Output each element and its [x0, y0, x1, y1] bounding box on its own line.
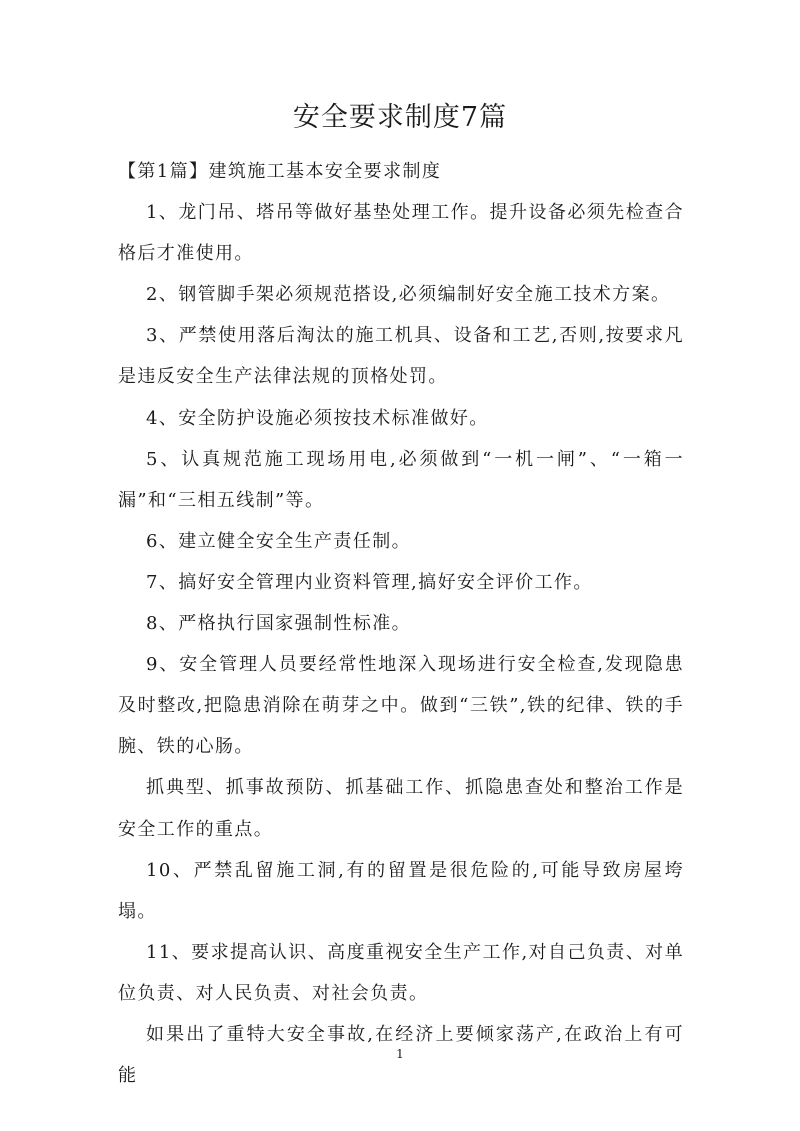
paragraph-item-6: 6、建立健全安全生产责任制。: [146, 530, 412, 552]
paragraph-item-11: 11、要求提高认识、高度重视安全生产工作,对自己负责、对单位负责、对人民负责、对社会负责。: [118, 941, 684, 1004]
page-number: 1: [396, 1047, 404, 1061]
paragraph-item-5: 5、认真规范施工现场用电,必须做到“一机一闸”、“一箱一漏”和“三相五线制”等。: [118, 448, 684, 511]
section-heading: 【第1篇】建筑施工基本安全要求制度: [118, 161, 442, 182]
paragraph-item-3: 3、严禁使用落后淘汰的施工机具、设备和工艺,否则,按要求凡是违反安全生产法律法规的顶格处罚。: [118, 325, 684, 388]
paragraph-continuation: 如果出了重特大安全事故,在经济上要倾家荡产,在政治上有可能: [118, 1023, 684, 1087]
document-title: 安全要求制度7篇: [292, 102, 508, 133]
paragraph-item-2: 2、钢管脚手架必须规范搭设,必须编制好安全施工技术方案。: [146, 284, 671, 306]
paragraph-item-9: 9、安全管理人员要经常性地深入现场进行安全检查,发现隐患及时整改,把隐患消除在萌芽之中。做到“三铁”,铁的纪律、铁的手腕、铁的心肠。: [118, 654, 684, 758]
paragraph-item-4: 4、安全防护设施必须按技术标准做好。: [146, 407, 489, 429]
paragraph-item-1: 1、龙门吊、塔吊等做好基垫处理工作。提升设备必须先检查合格后才准使用。: [118, 202, 684, 265]
paragraph-emphasis: 抓典型、抓事故预防、抓基础工作、抓隐患查处和整治工作是安全工作的重点。: [118, 777, 684, 840]
paragraph-item-7: 7、搞好安全管理内业资料管理,搞好安全评价工作。: [146, 571, 593, 593]
document-body: [118, 151, 684, 1096]
paragraph-item-10: 10、严禁乱留施工洞,有的留置是很危险的,可能导致房屋垮塌。: [118, 859, 684, 922]
paragraph-item-8: 8、严格执行国家强制性标准。: [146, 613, 412, 635]
